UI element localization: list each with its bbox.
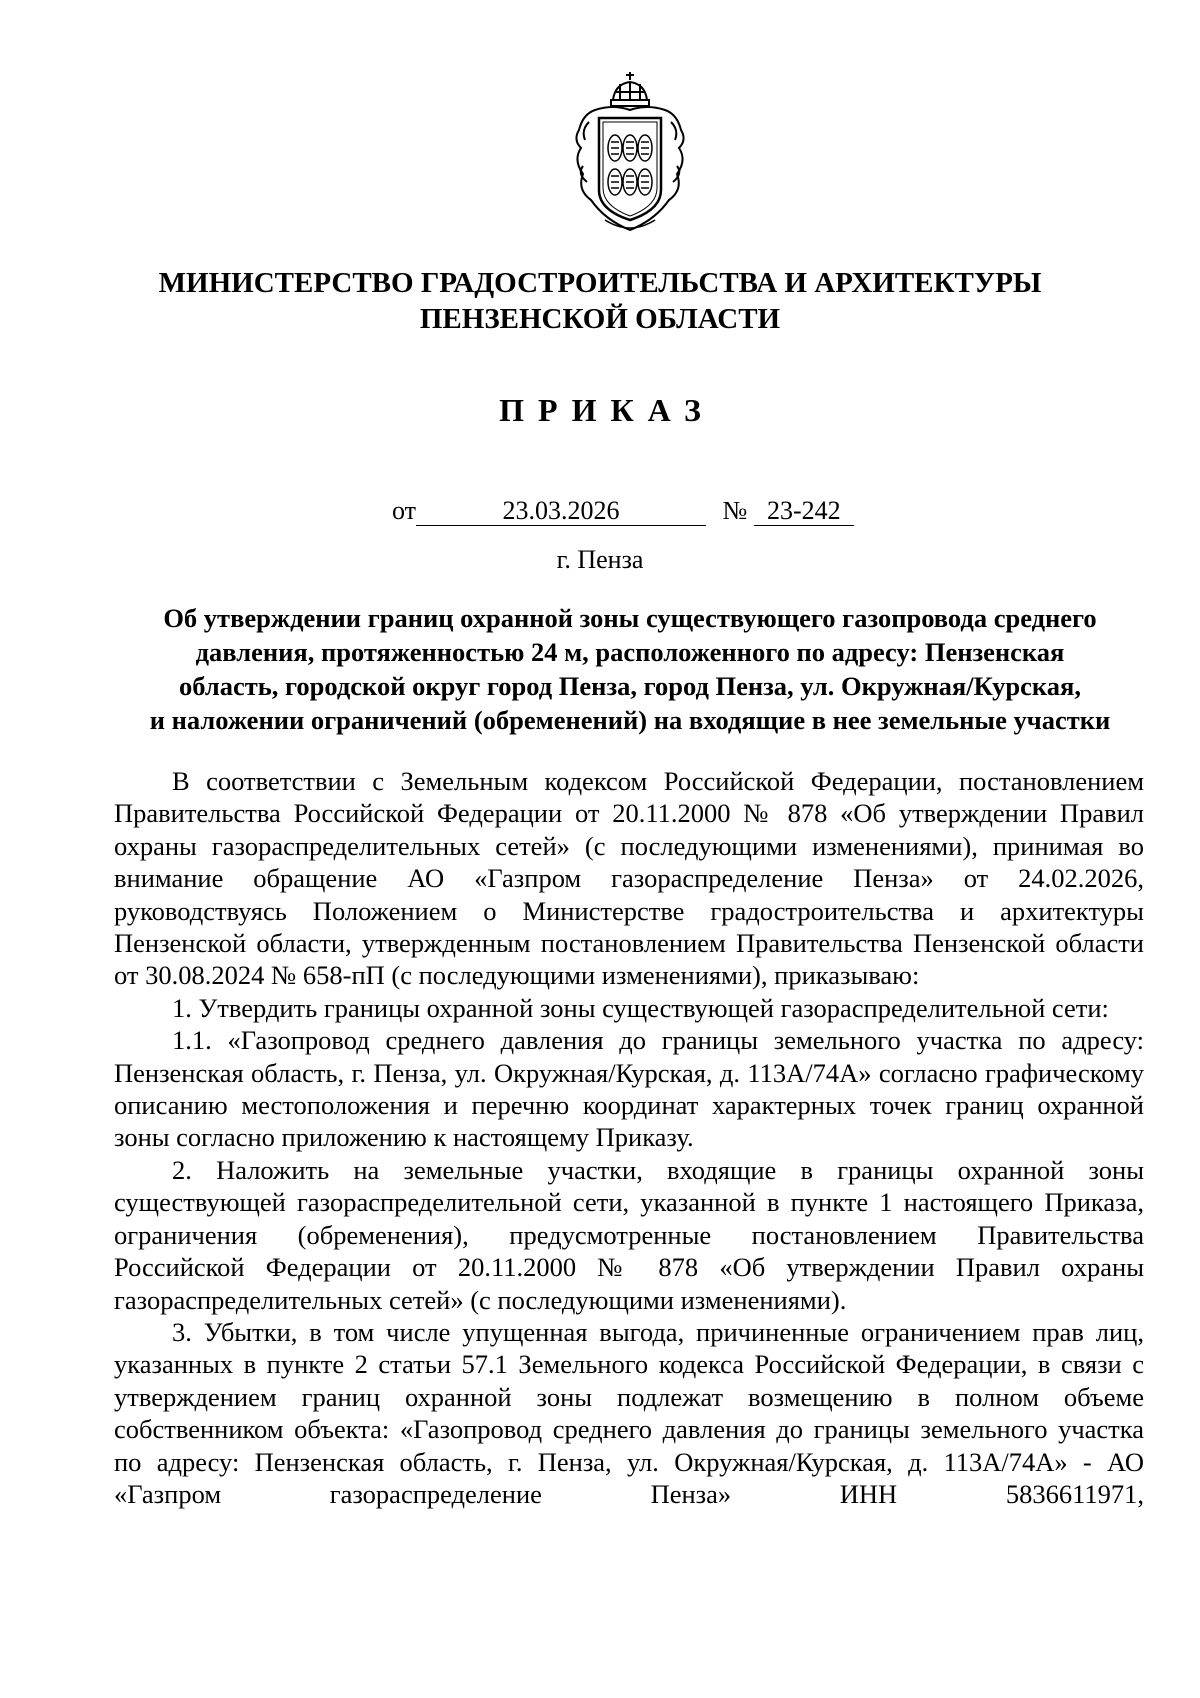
item-1-paragraph: 1. Утвердить границы охранной зоны существующей газораспределительной сети:	[172, 992, 1109, 1023]
ministry-name	[0, 265, 1200, 337]
document-subject	[110, 601, 1150, 737]
city: г. Пенза	[556, 545, 644, 574]
subject-line-2: давления, протяженностью 24 м, расположенного по адресу: Пензенская	[195, 637, 1065, 667]
number-prefix: №	[722, 496, 748, 525]
date-prefix: от	[392, 496, 417, 525]
document-body	[114, 765, 1144, 1510]
coat-of-arms-icon	[565, 70, 695, 235]
document-date: 23.03.2026	[416, 497, 706, 526]
item-2-paragraph: 2. Наложить на земельные участки, входящие в границы охранной зоны существующей газораспределительной сети, указанной в пункте 1 настоящего Приказа, ограничения (обременения), предусмотренные постановлением Правительства Российской Федерации от 20.11.2000 № 878 «Об утверждении Правил охраны газораспределительных сетей» (с последующими изменениями).	[114, 1154, 1144, 1315]
subject-line-1: Об утверждении границ охранной зоны существующего газопровода среднего	[163, 603, 1097, 633]
document-number: 23-242	[754, 497, 854, 526]
subject-line-4: и наложении ограничений (обременений) на входящие в нее земельные участки	[149, 705, 1111, 735]
ministry-line-1: МИНИСТЕРСТВО ГРАДОСТРОИТЕЛЬСТВА И АРХИТЕКТУРЫ	[158, 267, 1042, 299]
item-3-paragraph: 3. Убытки, в том числе упущенная выгода, причиненные ограничением прав лиц, указанных в пункте 2 статьи 57.1 Земельного кодекса Российской Федерации, в связи с утверждением границ охранной зоны подлежат возмещению в полном объеме собственником объекта: «Газопровод среднего давления до границы земельного участка по адресу: Пензенская область, г. Пенза, ул. Окружная/Курская, д. 113А/74А» - АО «Газпром газораспределение Пенза» ИНН 5836611971,	[114, 1316, 1144, 1509]
date-number-row	[392, 496, 854, 526]
preamble-paragraph: В соответствии с Земельным кодексом Российской Федерации, постановлением Правительства Российской Федерации от 20.11.2000 № 878 «Об утверждении Правил охраны газораспределительных сетей» (с последующими изменениями), принимая во внимание обращение АО «Газпром газораспределение Пенза» от 24.02.2026, руководствуясь Положением о Министерстве градостроительства и архитектуры Пензенской области, утвержденным постановлением Правительства Пензенской области от 30.08.2024 № 658-пП (с последующими изменениями), приказываю:	[114, 766, 1144, 991]
item-1-1-paragraph: 1.1. «Газопровод среднего давления до границы земельного участка по адресу: Пензенская область, г. Пенза, ул. Окружная/Курская, д. 113А/74А» согласно графическому описанию местоположения и перечню координат характерных точек границ охранной зоны согласно приложению к настоящему Приказу.	[114, 1025, 1144, 1153]
ministry-line-2: ПЕНЗЕНСКОЙ ОБЛАСТИ	[419, 303, 781, 335]
subject-line-3: область, городской округ город Пенза, город Пенза, ул. Окружная/Курская,	[179, 671, 1081, 701]
document-type: ПРИКАЗ	[499, 392, 715, 428]
